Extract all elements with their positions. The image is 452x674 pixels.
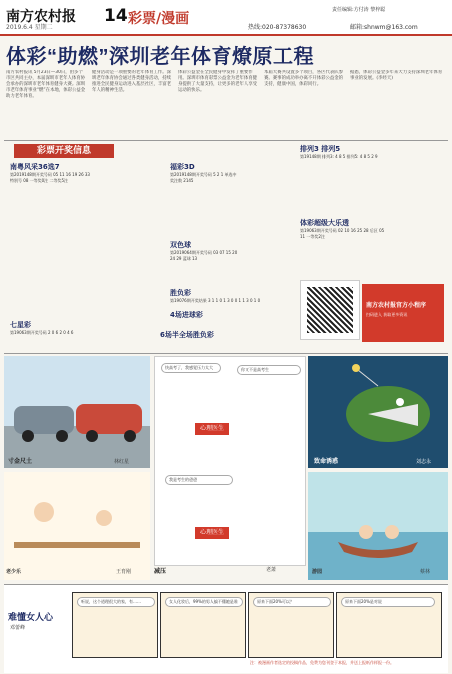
lottery-text: 第19063期开奖号码 2 0 6 2 0 4 6 [10, 330, 74, 335]
cartoon-credit: 蔡林 [420, 569, 431, 575]
lottery-title: 4场进球彩 [170, 311, 203, 319]
park-boat-illustration [308, 472, 448, 580]
cartoon-park-boat [308, 472, 448, 580]
story-text: 据悉，体彩公益金多年来大力支持深圳老年体育事业的发展。(李经天) [350, 70, 443, 81]
story-column-2 [92, 70, 172, 136]
cartoon-psychologist [154, 356, 306, 566]
lottery-text: 第19148期 排列3: 4 8 5 排列5: 4 8 5 2 9 [300, 154, 378, 159]
lottery-title: 南粤风采36选7 [10, 163, 60, 171]
mini-program-promo[interactable] [362, 284, 444, 342]
lottery-column-1b [10, 320, 90, 350]
section-title: 彩票/漫画 [128, 11, 190, 27]
story-column-1 [6, 70, 86, 136]
strip-author: 邓蕾峰 [10, 625, 26, 631]
lottery-title: 体彩超级大乐透 [300, 219, 349, 227]
lottery-column-3 [170, 162, 240, 242]
qr-code[interactable] [300, 280, 360, 340]
strip-panel-2 [160, 592, 246, 658]
qr-pattern [307, 287, 353, 333]
lottery-text: 第19063期开奖号码 02 10 16 25 28 后区 05 11 一等奖2注 [300, 228, 385, 239]
cartoon-old-and-young [4, 472, 150, 580]
masthead [0, 0, 452, 36]
lottery-title: 双色球 [170, 241, 191, 249]
story-text: 健身活动是一项重要的老年体育工作。深圳老年体育协会通过各类健身活动，持续推进全民健身运动进入基层社区，丰富老年人的精神生活。 [92, 70, 172, 93]
cartoon-parking [4, 356, 150, 468]
lottery-banner: 彩票开奖信息 [14, 144, 114, 158]
page-number: 14 [104, 6, 128, 26]
lottery-title: 福彩3D [170, 163, 195, 171]
strip-panel-3 [248, 592, 334, 658]
lottery-column-6 [170, 310, 290, 324]
newspaper-logo: 南方农村报 [6, 10, 76, 25]
speech-bubble: 原来下面20%是对说 [341, 597, 435, 607]
story-text: 南方农村报讯 5月23日—30日，由多个市区共同主办，本届深圳市老年人体育协会承办的深圳市老年体育健身大赛。深圳市老年体育事业“燃”在本地，体彩公益金助力老年体育。 [6, 70, 86, 99]
cartoon-caption: 游园 [312, 569, 323, 575]
lottery-column-7 [160, 330, 290, 344]
cartoon-caption: 寸金尺土 [8, 458, 33, 465]
parking-illustration [4, 356, 150, 468]
story-text: 体彩公益金在全民健身中发挥了重要作用。深圳市体育彩票公益金为老年体育健身提供了大量支持，让更多的老年人享受运动的快乐。 [178, 70, 258, 93]
lottery-text: 第2019064期开奖号码 03 07 15 20 24 29 蓝球 13 [170, 250, 238, 261]
page-headline: 体彩“助燃”深圳老年体育燎原工程 [6, 46, 314, 68]
email: 邮箱:shnwm@163.com [350, 24, 418, 31]
strip-footer: 注：被漫画作者选定的投稿作品，免费为您刊登于本报，并送上报纸作样报一份。 [250, 660, 394, 665]
lottery-column-1 [10, 162, 90, 312]
promo-title: 南方农村报官方小程序 [366, 302, 427, 309]
speech-bubble: 快高考了，我感觉压力太大 [161, 363, 221, 373]
lottery-title: 6场半全场胜负彩 [160, 331, 214, 339]
lottery-column-5 [170, 288, 290, 308]
speech-bubble: 你又不是高考生 [237, 365, 301, 375]
anglerfish-illustration [308, 356, 448, 468]
cartoon-credit: 王育刚 [116, 569, 132, 575]
story-column-5 [350, 70, 444, 136]
lottery-title: 胜负彩 [170, 289, 191, 297]
speech-bubble: 女人化妆后，99%的男人搞不懂她是谁 [165, 597, 243, 607]
cartoon-caption: 减压 [154, 568, 167, 575]
clinic-sign: 心理医生 [195, 423, 229, 435]
cartoon-caption: 致命诱惑 [314, 458, 339, 465]
cartoon-credit: 林红星 [114, 459, 130, 465]
lottery-column-9 [300, 218, 390, 278]
cartoon-credit: 老萧 [266, 567, 277, 573]
cartoon-caption: 老少乐 [6, 569, 22, 575]
cartoon-anglerfish [308, 356, 448, 468]
strip-panel-1 [72, 592, 158, 658]
strip-title: 难懂女人心 [8, 613, 54, 623]
story-column-4 [264, 70, 344, 136]
speech-bubble: 我是考生的爸爸 [165, 475, 233, 485]
lottery-text: 第2019148期开奖号码 5 2 1 单选中奖注数 2145 [170, 172, 237, 183]
old-and-young-illustration [4, 472, 150, 580]
editor-line: 责任编辑:方付涛 黎梓聪 [332, 7, 386, 13]
lottery-title: 排列3 排列5 [300, 145, 341, 153]
lottery-text: 第2019148期开奖号码 05 11 16 19 26 33 特别号 08 一等奖0注 二等奖5注 [10, 172, 90, 183]
strip-panel-4 [336, 592, 442, 658]
issue-date: 2019.6.4 星期二 [6, 24, 53, 31]
hotline: 热线:020-87378630 [248, 24, 307, 31]
lottery-column-8 [300, 144, 390, 214]
cartoon-credit: 刘志永 [416, 459, 432, 465]
speech-bubble: 听说，这个道理很大的家，有…… [77, 597, 155, 607]
clinic-sign: 心理医生 [195, 527, 229, 539]
lottery-text: 第19076期开奖结果 3 1 1 0 1 3 0 0 1 1 3 0 1 0 [170, 298, 261, 303]
promo-subtitle: 扫码进入 获取更多资讯 [366, 312, 408, 317]
story-column-3 [178, 70, 258, 136]
speech-bubble: 原来下面20%可以？ [253, 597, 331, 607]
lottery-column-4 [170, 240, 240, 280]
story-text: 本届大赛共设置多个项目，各区代表队参赛。赛事的成功举办离不开体彩公益金的支持，健康中国，体彩同行。 [264, 70, 344, 87]
lottery-title: 七星彩 [10, 321, 31, 329]
